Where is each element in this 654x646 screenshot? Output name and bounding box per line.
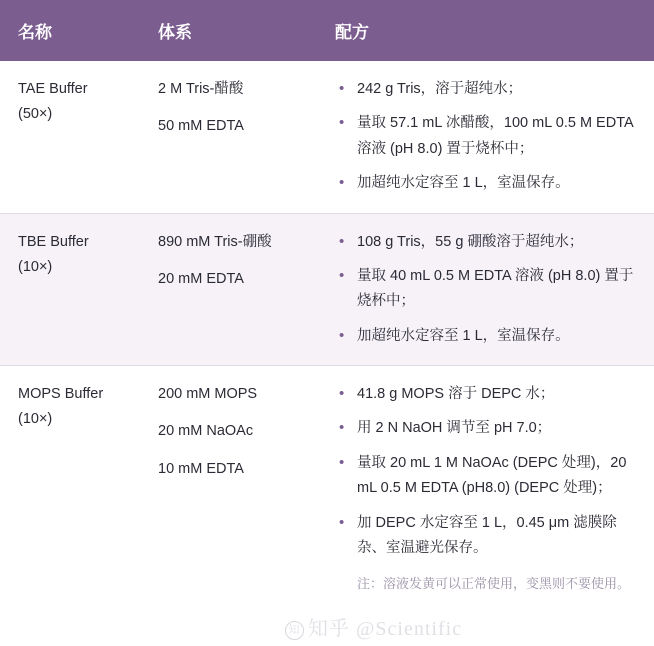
formula-item: • 加超纯水定容至 1 L，室温保存。 [337,324,640,349]
name-line: (10×) [18,258,53,275]
cell-name [0,213,148,366]
cell-system [148,213,323,366]
cell-system [148,61,323,213]
watermark-logo-icon: 知 [285,621,304,640]
formula-list [337,77,640,197]
column-header-name: 名称 [0,0,148,61]
column-header-system: 体系 [148,0,323,61]
table-header-row [0,0,654,61]
system-line: 20 mM NaOAc [158,423,254,440]
cell-formula [323,61,654,213]
formula-note: 注：溶液发黄可以正常使用，变黑则不要使用。 [357,576,631,592]
name-line: TBE Buffer [18,233,89,250]
cell-formula [323,213,654,366]
table-row [0,213,654,366]
formula-item: • 用 2 N NaOH 调节至 pH 7.0； [337,416,640,441]
formula-item: • 加超纯水定容至 1 L，室温保存。 [337,171,640,196]
system-line: 890 mM Tris-硼酸 [158,233,272,250]
cell-name [0,366,148,612]
name-line: (10×) [18,411,53,428]
formula-item: • 242 g Tris，溶于超纯水； [337,77,640,102]
system-line: 20 mM EDTA [158,270,244,287]
system-line: 10 mM EDTA [158,460,244,477]
formula-item: • 量取 57.1 mL 冰醋酸，100 mL 0.5 M EDTA 溶液 (pH 8.0) 置于烧杯中； [337,111,640,162]
watermark-text: 知乎 @Scientific [308,618,463,640]
table-header [0,0,654,61]
table-row [0,61,654,213]
cell-formula [323,366,654,612]
formula-list [337,382,640,561]
formula-item: • 量取 40 mL 0.5 M EDTA 溶液 (pH 8.0) 置于烧杯中； [337,264,640,315]
table-body [0,61,654,611]
system-line: 2 M Tris-醋酸 [158,81,244,97]
formula-list [337,230,640,350]
cell-name [0,61,148,213]
table-row [0,366,654,612]
formula-item: • 41.8 g MOPS 溶于 DEPC 水； [337,382,640,407]
formula-item: • 量取 20 mL 1 M NaOAc (DEPC 处理)，20 mL 0.5 M EDTA (pH8.0) (DEPC 处理)； [337,451,640,502]
column-header-formula: 配方 [323,0,654,61]
formula-item: • 加 DEPC 水定容至 1 L，0.45 μm 滤膜除杂、室温避光保存。 [337,511,640,562]
name-line: MOPS Buffer [18,386,104,402]
cell-system [148,366,323,612]
name-line: (50×) [18,106,53,123]
formula-item: • 108 g Tris，55 g 硼酸溶于超纯水； [337,230,640,255]
watermark [285,612,462,641]
system-line: 50 mM EDTA [158,118,244,135]
name-line: TAE Buffer [18,81,88,97]
system-line: 200 mM MOPS [158,386,258,402]
